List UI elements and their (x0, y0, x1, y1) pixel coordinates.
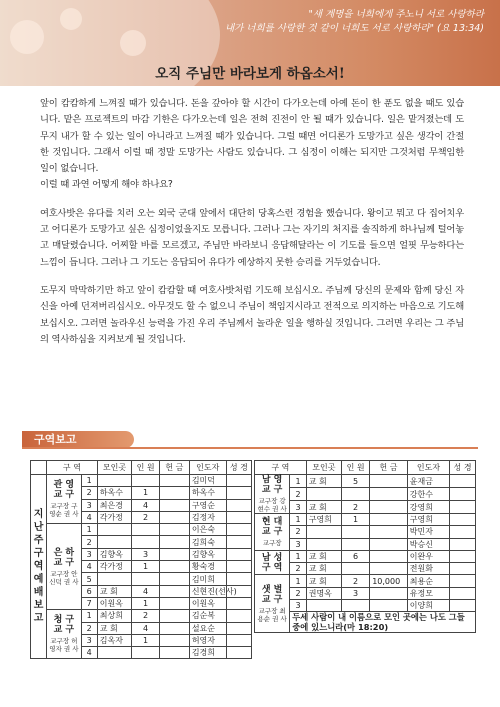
row-number: 5 (81, 573, 97, 585)
offering (370, 501, 408, 514)
offering: 10,000 (370, 575, 408, 587)
scripture (450, 575, 476, 587)
offering (370, 488, 408, 501)
meeting-place: 구영희 (306, 514, 341, 526)
attendance (132, 524, 160, 536)
scripture (450, 475, 476, 488)
meeting-place: 교 회 (306, 475, 341, 488)
scripture (226, 536, 251, 548)
col-header: 헌 금 (159, 461, 189, 475)
meeting-place (97, 573, 132, 585)
offering (370, 526, 408, 538)
section-title: 구역보고 (22, 431, 134, 448)
col-header: 헌 금 (370, 461, 408, 475)
attendance (341, 563, 369, 575)
offering (370, 587, 408, 599)
scripture (226, 475, 251, 487)
attendance (341, 526, 369, 538)
attendance (132, 573, 160, 585)
scripture (450, 488, 476, 501)
attendance: 1 (341, 514, 369, 526)
district-label: 지난주 (33, 509, 44, 547)
table-row (31, 475, 252, 487)
table-row (31, 610, 252, 622)
scripture (226, 561, 251, 573)
offering (159, 475, 189, 487)
left-roster-table (30, 460, 252, 659)
meeting-place: 이원옥 (97, 597, 132, 609)
attendance (132, 475, 160, 487)
row-number: 3 (81, 499, 97, 511)
attendance: 6 (341, 550, 369, 562)
row-number: 2 (290, 488, 306, 501)
offering (159, 561, 189, 573)
meeting-place: 김옥자 (97, 634, 132, 646)
article-body (40, 96, 464, 360)
col-header: 모인곳 (306, 461, 341, 475)
row-number: 2 (81, 536, 97, 548)
leader: 김경희 (189, 647, 226, 659)
row-number: 1 (290, 575, 306, 587)
leader: 신현진(선사) (189, 585, 226, 597)
closing-verse: 두세 사람이 내 이름으로 모인 곳에는 나도 그들 중에 있느니라(마 18:20) (290, 612, 476, 633)
page-title: 오직 주님만 바라보게 하옵소서! (155, 66, 345, 82)
offering (370, 475, 408, 488)
row-number: 3 (81, 634, 97, 646)
scripture (450, 587, 476, 599)
attendance (132, 647, 160, 659)
leader: 황숙경 (189, 561, 226, 573)
offering (370, 563, 408, 575)
group-name: 청 구 교 구 (53, 615, 75, 636)
scripture (226, 511, 251, 523)
meeting-place (97, 647, 132, 659)
leader: 유정모 (407, 587, 449, 599)
meeting-place: 교 회 (306, 563, 341, 575)
row-number: 3 (290, 600, 306, 612)
attendance (132, 536, 160, 548)
group-name: 샛 별 교 구 (261, 584, 283, 605)
leader: 최용순 (407, 575, 449, 587)
offering (159, 634, 189, 646)
group-name: 현 대 교 구 (261, 516, 283, 537)
verse-line: "새 계명을 너희에게 주노니 서로 사랑하라 (308, 9, 484, 20)
row-number: 4 (81, 511, 97, 523)
offering (159, 647, 189, 659)
scripture (226, 524, 251, 536)
offering (159, 487, 189, 499)
col-header: 구 역 (255, 461, 307, 475)
scripture (450, 600, 476, 612)
attendance: 2 (341, 501, 369, 514)
flower-decoration (60, 8, 82, 30)
leader: 김미덕 (189, 475, 226, 487)
row-number: 1 (81, 610, 97, 622)
attendance: 3 (341, 587, 369, 599)
row-number: 1 (81, 524, 97, 536)
scripture (226, 487, 251, 499)
meeting-place (97, 536, 132, 548)
meeting-place: 김향옥 (97, 548, 132, 560)
flower-decoration (10, 20, 44, 54)
table-row (31, 524, 252, 536)
attendance: 1 (132, 634, 160, 646)
row-number: 2 (81, 622, 97, 634)
table-row (255, 575, 476, 587)
leader: 하옥수 (189, 487, 226, 499)
attendance (341, 488, 369, 501)
scripture (450, 526, 476, 538)
meeting-place: 교 회 (306, 575, 341, 587)
row-number: 1 (290, 550, 306, 562)
group-name: 남 성 구 역 (261, 552, 283, 573)
meeting-place: 각가정 (97, 511, 132, 523)
leader: 김향옥 (189, 548, 226, 560)
paragraph: 도무지 막막하기만 하고 앞이 캄캄할 때 여호사밧처럼 기도해 보십시오. 주님께 당신의 문제와 함께 당신 자신을 아예 던져버리십시오. 아무것도 할 수 없으니 주님이 책임지시라고 전적으로 의지하는 마음으로 기도해 보십시오. 그러면 놀라우신 능력을 가진 우리 주님께서 놀라운 일을 행하실 것입니다. 그러면 우리는 그 주님의 역사하심을 지켜보게 될 것입니다. (40, 284, 464, 345)
scripture (226, 548, 251, 560)
meeting-place (97, 524, 132, 536)
group-cell (47, 475, 82, 524)
row-number: 1 (81, 475, 97, 487)
leader: 구영희 (407, 514, 449, 526)
offering (159, 524, 189, 536)
leader: 허영자 (189, 634, 226, 646)
leader: 전원화 (407, 563, 449, 575)
district-label: 구역예배보고 (33, 548, 44, 625)
flower-decoration (120, 30, 146, 56)
meeting-place: 각가정 (97, 561, 132, 573)
scripture (226, 647, 251, 659)
row-number: 6 (81, 585, 97, 597)
offering (159, 597, 189, 609)
meeting-place: 교 회 (306, 501, 341, 514)
col-header: 모인곳 (97, 461, 132, 475)
leader: 강영희 (407, 501, 449, 514)
offering (159, 499, 189, 511)
leader: 구영순 (189, 499, 226, 511)
right-roster-table (254, 460, 476, 633)
leader: 이완우 (407, 550, 449, 562)
paragraph: 앞이 캄캄하게 느껴질 때가 있습니다. 돈을 갚아야 할 시간이 다가오는데 아예 돈이 한 푼도 없을 때도 있습니다. 맡은 프로젝트의 마감 기한은 다가오는데 일은 전혀 진전이 안 될 때가 있습니다. 일은 맡겨졌는데 도무지 내가 할 수 있는 일이 아니라고 느껴질 때가 있습니다. 그럴 때면 어디론가 도망가고 싶은 생각이 간절한 것입니다. 그래서 이럴 때 정말 도망가는 사람도 있습니다. 그 심정이 이해는 되지만 그것처럼 무책임한 일이 없습니다. (40, 98, 464, 175)
row-number: 2 (290, 587, 306, 599)
leader: 이은숙 (189, 524, 226, 536)
meeting-place: 최상희 (97, 610, 132, 622)
attendance: 1 (132, 561, 160, 573)
scripture (450, 538, 476, 550)
row-number: 7 (81, 597, 97, 609)
paragraph: 여호사밧은 유다를 치러 오는 외국 군대 앞에서 대단히 당혹스런 경험을 했습니다. 왕이고 뭐고 다 집어치우고 어디론가 도망가고 싶은 심정이었을지도 모릅니다. 그러나 그는 자기의 처지를 솔직하게 하나님께 털어놓고 매달렸습니다. 어찌할 바를 모르겠고, 주님만 바라보니 응답해달라는 이 기도를 들으면 얼핏 무능하다는 느낌이 듭니다. 그러나 그 기도는 응답되어 유다가 예상하지 못한 승리를 거두었습니다. (40, 207, 464, 268)
group-leader: 교구장 허영자 권 사 (49, 637, 79, 654)
row-number: 2 (81, 487, 97, 499)
row-number: 3 (81, 548, 97, 560)
leader: 김정자 (189, 511, 226, 523)
offering (159, 548, 189, 560)
corner-cell (31, 461, 47, 475)
row-number: 3 (290, 501, 306, 514)
leader: 김순복 (189, 610, 226, 622)
row-number: 1 (290, 475, 306, 488)
scripture (450, 563, 476, 575)
meeting-place: 교 회 (97, 622, 132, 634)
attendance: 3 (132, 548, 160, 560)
col-header: 성 경 (226, 461, 251, 475)
row-number: 3 (290, 538, 306, 550)
attendance: 4 (132, 622, 160, 634)
group-cell (47, 524, 82, 610)
offering (370, 514, 408, 526)
meeting-place: 교 회 (306, 550, 341, 562)
table-header-row (255, 461, 476, 475)
col-header: 인도자 (407, 461, 449, 475)
scripture (226, 610, 251, 622)
scripture (450, 501, 476, 514)
table-row (255, 475, 476, 488)
group-leader: 교구장 안신덕 권 사 (49, 569, 79, 586)
col-header: 구 역 (47, 461, 98, 475)
group-cell (47, 610, 82, 659)
attendance: 5 (341, 475, 369, 488)
meeting-place: 교 회 (97, 585, 132, 597)
offering (159, 511, 189, 523)
offering (159, 622, 189, 634)
leader: 이양희 (407, 600, 449, 612)
scripture (226, 573, 251, 585)
row-number: 4 (81, 561, 97, 573)
group-name: 관 영 교 구 (53, 480, 75, 501)
scripture (226, 634, 251, 646)
meeting-place: 권명옥 (306, 587, 341, 599)
header-verse (184, 8, 484, 36)
group-leader: 교구장 최용순 권 사 (257, 606, 287, 623)
row-number: 2 (290, 526, 306, 538)
table-row (255, 550, 476, 562)
scripture (450, 514, 476, 526)
row-number: 2 (290, 563, 306, 575)
attendance: 1 (132, 597, 160, 609)
leader: 설요순 (189, 622, 226, 634)
attendance: 1 (132, 487, 160, 499)
offering (159, 536, 189, 548)
group-name: 은 하 교 구 (53, 547, 75, 568)
section-divider (22, 447, 478, 449)
attendance: 2 (341, 575, 369, 587)
group-cell (255, 514, 290, 551)
leader: 박민자 (407, 526, 449, 538)
meeting-place (306, 538, 341, 550)
leader: 이원옥 (189, 597, 226, 609)
verse-line: 내가 너희를 사랑한 것 같이 너희도 서로 사랑하라" (요 13:34) (224, 23, 484, 34)
attendance: 2 (132, 610, 160, 622)
col-header: 인 원 (132, 461, 160, 475)
scripture (226, 597, 251, 609)
attendance: 2 (132, 511, 160, 523)
offering (370, 600, 408, 612)
leader: 김희숙 (189, 536, 226, 548)
offering (159, 573, 189, 585)
paragraph: 이럴 때 과연 어떻게 해야 하나요? (40, 179, 173, 191)
offering (370, 538, 408, 550)
col-header: 인도자 (189, 461, 226, 475)
group-leader: 교구장 강현수 권 사 (257, 497, 287, 513)
row-number: 4 (81, 647, 97, 659)
leader: 윤재금 (407, 475, 449, 488)
group-name: 남 영 교 구 (261, 475, 283, 495)
meeting-place: 최은경 (97, 499, 132, 511)
row-number: 1 (290, 514, 306, 526)
group-cell (255, 550, 290, 575)
district-cell (31, 475, 47, 659)
meeting-place (306, 488, 341, 501)
meeting-place: 하옥수 (97, 487, 132, 499)
group-leader: 교구장 구영순 권 사 (49, 502, 79, 519)
attendance (341, 538, 369, 550)
meeting-place (97, 475, 132, 487)
col-header: 성 경 (450, 461, 476, 475)
scripture (450, 550, 476, 562)
offering (159, 585, 189, 597)
group-leader: 교구장 (262, 538, 282, 547)
attendance (341, 600, 369, 612)
group-cell (255, 475, 290, 514)
meeting-place (306, 526, 341, 538)
table-header-row (31, 461, 252, 475)
attendance: 4 (132, 585, 160, 597)
table-row (255, 514, 476, 526)
col-header: 인 원 (341, 461, 369, 475)
group-cell (255, 575, 290, 633)
meeting-place (306, 600, 341, 612)
leader: 김미희 (189, 573, 226, 585)
leader: 박승신 (407, 538, 449, 550)
offering (159, 610, 189, 622)
scripture (226, 499, 251, 511)
scripture (226, 622, 251, 634)
offering (370, 550, 408, 562)
leader: 강한수 (407, 488, 449, 501)
attendance: 4 (132, 499, 160, 511)
